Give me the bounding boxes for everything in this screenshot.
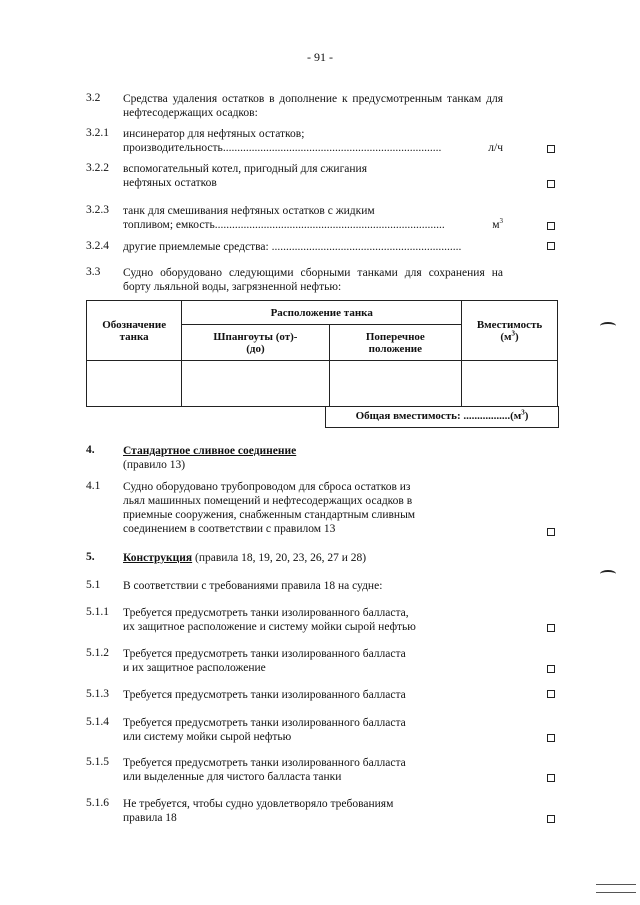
field-label: другие приемлемые средства: bbox=[123, 241, 269, 253]
cell-frames[interactable] bbox=[182, 361, 329, 407]
section-number: 3.2 bbox=[86, 92, 101, 104]
line bbox=[123, 141, 503, 155]
section-text: Не требуется, чтобы судно удовлетворяло требованиям правила 18 bbox=[123, 798, 394, 824]
section-text bbox=[123, 162, 503, 190]
checkbox[interactable] bbox=[547, 624, 555, 632]
section-number: 5.1.6 bbox=[86, 797, 109, 809]
total-capacity: Общая вместимость: $.................(м^3)$ bbox=[325, 406, 559, 428]
line: танк для смешивания нефтяных остатков с жидким bbox=[123, 205, 375, 217]
section-text: Судно оборудовано трубопроводом для сброса остатков из льял машинных помещений и нефтесодержащих осадков в приемные сооружения, снабженным стандартным сливным соединением в соответствии с правилом 13 bbox=[123, 481, 416, 535]
margin-mark bbox=[600, 570, 616, 578]
line bbox=[123, 218, 503, 232]
unit: л/ч bbox=[485, 141, 503, 155]
section-number: 3.2.2 bbox=[86, 162, 109, 174]
scan-line bbox=[596, 884, 636, 885]
header-frames: Шпангоуты (от)-(до) bbox=[182, 325, 329, 361]
checkbox[interactable] bbox=[547, 145, 555, 153]
header-transverse: Поперечное положение bbox=[329, 325, 462, 361]
section-text bbox=[123, 240, 503, 254]
checkbox[interactable] bbox=[547, 180, 555, 188]
section-text bbox=[123, 204, 503, 232]
section-text: Требуется предусмотреть танки изолированного балласта, их защитное расположение и систему мойки сырой нефтью bbox=[123, 607, 416, 633]
header-capacity: Вместимость $(м^3)$ bbox=[462, 301, 558, 361]
heading-sub: (правило 13) bbox=[123, 459, 186, 471]
checkbox[interactable] bbox=[547, 528, 555, 536]
section-number: 5.1 bbox=[86, 579, 101, 591]
section-text: В соответствии с требованиями правила 18 на судне: bbox=[123, 580, 383, 592]
section-heading bbox=[123, 444, 296, 472]
checkbox[interactable] bbox=[547, 734, 555, 742]
checkbox[interactable] bbox=[547, 222, 555, 230]
section-number: 5. bbox=[86, 551, 95, 563]
section-text bbox=[123, 127, 503, 155]
section-text: Требуется предусмотреть танки изолированного балласта или систему мойки сырой нефтью bbox=[123, 717, 406, 743]
section-number: 5.1.3 bbox=[86, 688, 109, 700]
section-number: 4. bbox=[86, 444, 95, 456]
heading-title: Стандартное сливное соединение bbox=[123, 445, 297, 457]
dot-leader: ............................................................................ bbox=[222, 142, 442, 154]
cell-transverse[interactable] bbox=[329, 361, 462, 407]
section-text: Средства удаления остатков в дополнение к предусмотренным танкам для нефтесодержащих осадков: bbox=[123, 93, 503, 119]
section-number: 5.1.2 bbox=[86, 647, 109, 659]
checkbox[interactable] bbox=[547, 690, 555, 698]
section-number: 3.2.3 bbox=[86, 204, 109, 216]
checkbox[interactable] bbox=[547, 242, 555, 250]
section-heading bbox=[123, 551, 366, 565]
checkbox[interactable] bbox=[547, 815, 555, 823]
section-number: 3.2.1 bbox=[86, 127, 109, 139]
tank-table bbox=[86, 300, 558, 407]
section-text: Судно оборудовано следующими сборными танками для сохранения на борту льяльной воды, загрязненной нефтью: bbox=[123, 267, 503, 293]
line: инсинератор для нефтяных остатков; bbox=[123, 128, 305, 140]
unit: $м^3$ bbox=[489, 218, 503, 232]
section-text: Требуется предусмотреть танки изолированного балласта или выделенные для чистого балласта танки bbox=[123, 757, 406, 783]
field-label: топливом; емкость bbox=[123, 219, 215, 231]
cell-designation[interactable] bbox=[87, 361, 182, 407]
line: нефтяных остатков bbox=[123, 177, 217, 189]
header-location: Расположение танка bbox=[182, 301, 462, 325]
dot-leader: ................................................................................ bbox=[214, 219, 445, 231]
section-number: 5.1.5 bbox=[86, 756, 109, 768]
checkbox[interactable] bbox=[547, 665, 555, 673]
page-number: - 91 - bbox=[307, 50, 333, 64]
section-number: 4.1 bbox=[86, 480, 101, 492]
dot-leader: .................................................................. bbox=[271, 241, 462, 253]
section-number: 3.2.4 bbox=[86, 240, 109, 252]
section-text: Требуется предусмотреть танки изолированного балласта bbox=[123, 689, 406, 701]
cell-capacity[interactable] bbox=[462, 361, 558, 407]
section-text: Требуется предусмотреть танки изолированного балласта и их защитное расположение bbox=[123, 648, 406, 674]
line: вспомогательный котел, пригодный для сжигания bbox=[123, 163, 367, 175]
section-number: 5.1.1 bbox=[86, 606, 109, 618]
header-designation: Обозначение танка bbox=[87, 301, 182, 361]
scan-line bbox=[596, 892, 636, 893]
field-label: производительность bbox=[123, 142, 223, 154]
margin-mark bbox=[600, 322, 616, 330]
checkbox[interactable] bbox=[547, 774, 555, 782]
section-number: 3.3 bbox=[86, 266, 101, 278]
section-number: 5.1.4 bbox=[86, 716, 109, 728]
heading-sub: (правила 18, 19, 20, 23, 26, 27 и 28) bbox=[195, 552, 367, 564]
heading-title: Конструкция bbox=[123, 552, 193, 564]
